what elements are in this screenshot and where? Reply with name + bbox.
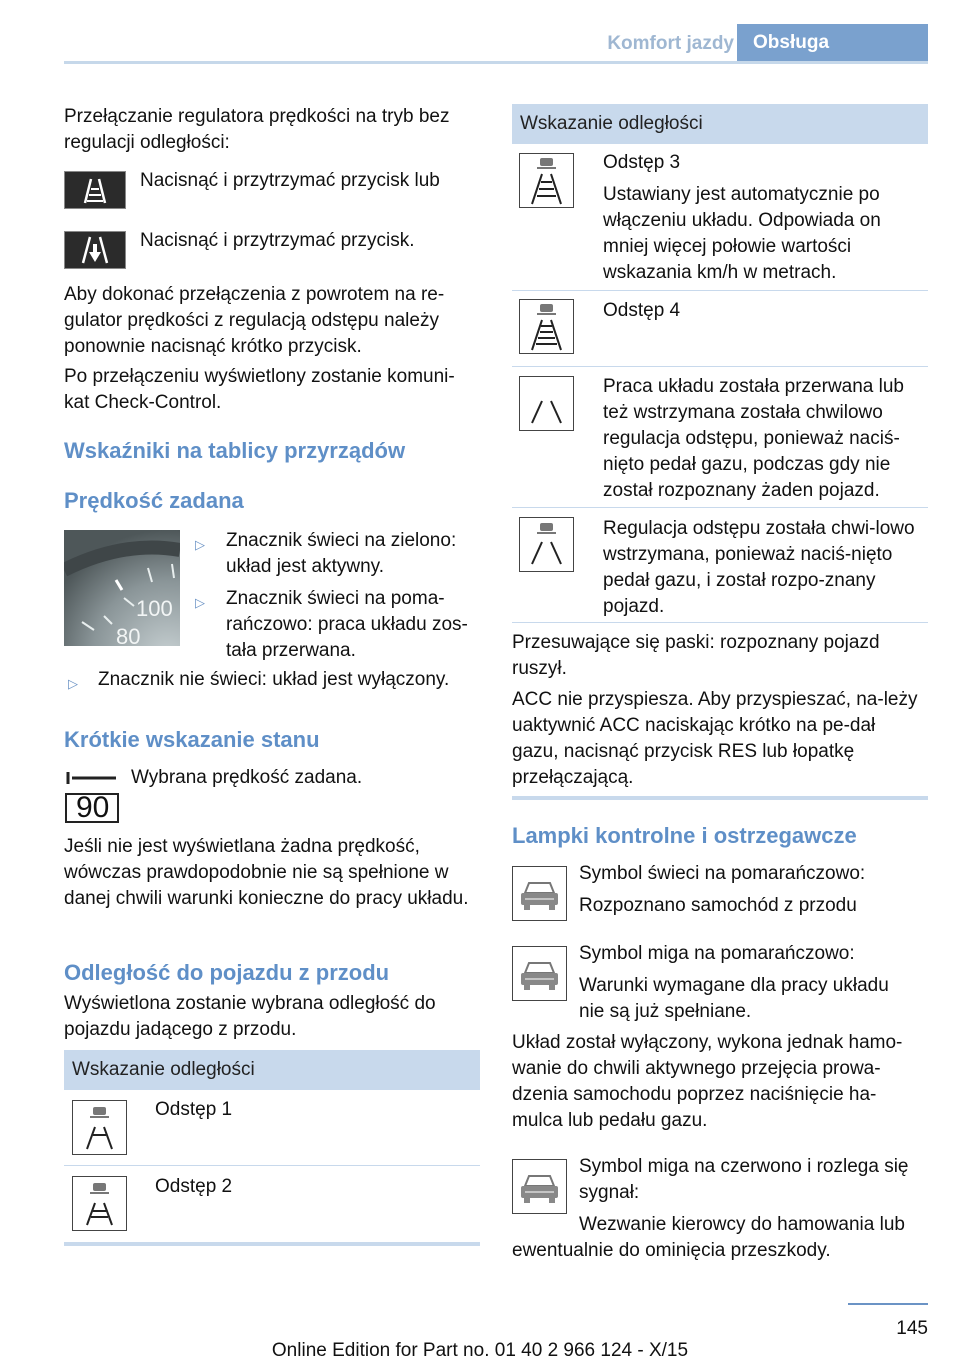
table-end-rule: [512, 796, 928, 800]
paused-vehicle-text: Regulacja odstępu została chwi-lowo wstrzymana, ponieważ naciś-nięto pedał gazu, i został rozpo-znany pojazd.: [603, 518, 915, 617]
para-distance: Wyświetlona zostanie wybrana odległość do pojazdu jadącego z przodu.: [64, 993, 436, 1040]
car-warning-red-icon: [512, 1159, 567, 1214]
button-hold-text-2: Nacisnąć i przytrzymać przycisk.: [140, 230, 415, 251]
footer-rule: [848, 1303, 928, 1305]
heading-indicators: Wskaźniki na tablicy przyrządów: [64, 438, 406, 463]
interrupted-icon: [519, 376, 574, 431]
bullet-marker: ▷: [68, 676, 78, 691]
car-warning-orange-icon: [512, 946, 567, 1001]
distance-4-title: Odstęp 4: [603, 300, 681, 321]
table-row-divider: [512, 366, 928, 367]
bullet-green: Znacznik świeci na zielono: układ jest aktywny.: [226, 530, 457, 577]
lamp-2-title: Symbol miga na pomarańczowo:: [579, 943, 855, 964]
header-chapter-tab: Obsługa: [737, 24, 928, 64]
page-number: 145: [896, 1318, 928, 1339]
heading-lamps: Lampki kontrolne i ostrzegawcze: [512, 823, 857, 848]
header-section-tab: Komfort jazdy: [607, 33, 734, 54]
distance-3-text: Ustawiany jest automatycznie po włączeniu układu. Odpowiada on mniej więcej połowie wartości wskazania km/h w metrach.: [603, 184, 881, 283]
edition-line: Online Edition for Part no. 01 40 2 966 124 - X/15: [271, 1340, 689, 1361]
distance-arrow-button-icon: [64, 231, 126, 269]
bullet-marker: ▷: [195, 537, 205, 552]
distance-2-icon: [72, 1176, 127, 1231]
lamp-2-text: Warunki wymagane dla pracy układu nie są już spełniane.: [579, 975, 889, 1022]
interrupted-text: Praca układu została przerwana lub też wstrzymana została chwilowo regulacja odstępu, ponieważ naciś-nięto pedał gazu, podczas gdy nie został rozpoznany żaden pojazd.: [603, 376, 905, 501]
heading-set-speed: Prędkość zadana: [64, 488, 244, 513]
table-row-divider: [512, 507, 928, 508]
table-row-divider: [64, 1165, 480, 1166]
table-end-rule: [64, 1242, 480, 1246]
button-hold-text-1: Nacisnąć i przytrzymać przycisk lub: [140, 170, 440, 191]
table-row-divider: [512, 290, 928, 291]
paused-vehicle-icon: [519, 517, 574, 572]
speedometer-image: [64, 530, 180, 646]
status-text: Wybrana prędkość zadana.: [131, 767, 363, 788]
distance-3-icon: [519, 153, 574, 208]
para-system-off: Układ został wyłączony, wykona jednak hamo-wanie do chwili aktywnego przejęcia prowa-dzenia samochodu poprzez naciśnięcie ha-mulca lub pedału gazu.: [512, 1032, 903, 1131]
lamp-1-title: Symbol świeci na pomarańczowo:: [579, 863, 866, 884]
distance-table-header-cont: Wskazanie odległości: [512, 104, 928, 144]
para-moving-bars: Przesuwające się paski: rozpoznany pojazd ruszył.: [512, 632, 880, 679]
para-check-control: Po przełączeniu wyświetlony zostanie komuni-kat Check-Control.: [64, 366, 455, 413]
bullet-off: Znacznik nie świeci: układ jest wyłączony.: [98, 669, 450, 690]
bullet-marker: ▷: [195, 595, 205, 610]
distance-1-icon: [72, 1100, 127, 1155]
gauge-label-80: 80: [116, 624, 141, 646]
distance-2-label: Odstęp 2: [155, 1176, 233, 1197]
table-row-divider: [512, 622, 928, 623]
speed-status-icon: [64, 768, 120, 824]
lamp-1-text: Rozpoznano samochód z przodu: [579, 895, 857, 916]
para-no-speed: Jeśli nie jest wyświetlana żadna prędkość, wówczas prawdopodobnie nie są spełnione w danej chwili warunki konieczne do pracy układu.: [64, 836, 469, 909]
para-acc: ACC nie przyspiesza. Aby przyspieszać, na-leży uaktywnić ACC naciskając krótko na pe-dał gazu, nacisnąć przycisk RES lub łopatkę przełączającą.: [512, 689, 918, 788]
car-ahead-icon: [512, 866, 567, 921]
heading-short-status: Krótkie wskazanie stanu: [64, 727, 320, 752]
distance-button-icon: [64, 171, 126, 209]
lamp-3-title: Symbol miga na czerwono i rozlega się sygnał:: [579, 1156, 909, 1203]
distance-1-label: Odstęp 1: [155, 1099, 233, 1120]
lamp-3-text: Wezwanie kierowcy do hamowania lub ewentualnie do ominięcia przeszkody.: [512, 1214, 905, 1261]
distance-4-icon: [519, 299, 574, 354]
heading-distance: Odległość do pojazdu z przodu: [64, 960, 390, 985]
header-rule: [64, 61, 928, 64]
speed-status-number: 90: [76, 791, 110, 824]
distance-3-title: Odstęp 3: [603, 152, 681, 173]
bullet-orange: Znacznik świeci na poma-rańczowo: praca układu zos-tała przerwana.: [226, 588, 468, 661]
intro-text: Przełączanie regulatora prędkości na tryb bez regulacji odległości:: [64, 106, 450, 153]
para-switch-back: Aby dokonać przełączenia z powrotem na re-gulator prędkości z regulacją odstępu należy ponownie nacisnąć krótko przycisk.: [64, 284, 445, 357]
distance-table-header: Wskazanie odległości: [64, 1050, 480, 1090]
gauge-label-100: 100: [136, 596, 173, 621]
